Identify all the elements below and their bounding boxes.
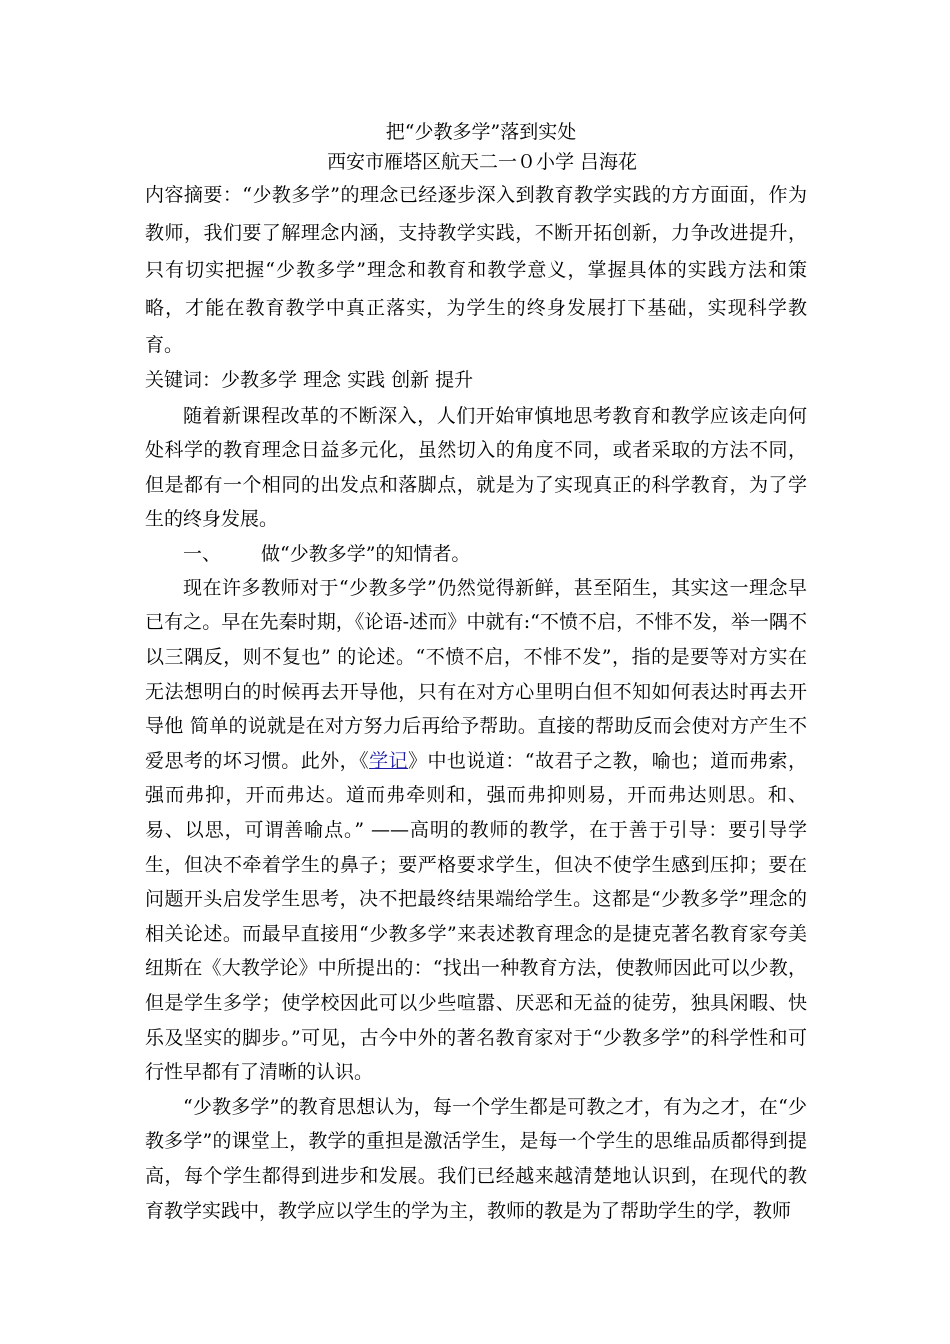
document-author: 西安市雁塔区航天二一０小学 吕海花 (326, 151, 638, 173)
body-paragraph-2: “少教多学”的教育思想认为，每一个学生都是可教之才，有为之才，在“少教多学”的课堂上，教学的重担是激活学生，是每一个学生的思维品质都得到提高，每个学生都得到进步和发展。我们已经越来越清楚地认识到，在现代的教育教学实践中，教学应以学生的学为主，教师的教是为了帮助学生的学，教师 (145, 1095, 807, 1222)
section-number: 一、 (183, 542, 222, 565)
document-title: 把“少教多学”落到实处 (385, 121, 577, 143)
intro-paragraph: 随着新课程改革的不断深入，人们开始审慎地思考教育和教学应该走向何处科学的教育理念日益多元化，虽然切入的角度不同，或者采取的方法不同，但是都有一个相同的出发点和落脚点，就是为了实现真正的科学教育，为了学生的终身发展。 (145, 404, 807, 531)
xueji-link[interactable]: 学记 (369, 749, 408, 772)
paragraph-text: 》中也说道：“故君子之教，喻也；道而弗索，强而弗抑，开而弗达。道而弗牵则和，强而弗抑则易，开而弗达则思。和、易、以思，可谓善喻点。” ——高明的教师的教学，在于善于引导：要引导学生，但决不牵着学生的鼻子；要严格要求学生，但决不使学生感到压抑；要在问题开头启发学生思考，决不把最终结果端给学生。这都是“少教多学”理念的相关论述。而最早直接用“少教多学”来表述教育理念的是捷克著名教育家夸美纽斯在《大教学论》中所提出的：“找出一种教育方法，使教师因此可以少教，但是学生多学；使学校因此可以少些喧嚣、厌恶和无益的徒劳，独具闲暇、快乐及坚实的脚步。”可见，古今中外的著名教育家对于“少教多学”的科学性和可行性早都有了清晰的认识。 (145, 749, 807, 1084)
document-page (145, 117, 807, 1228)
paragraph-text: 现在许多教师对于“少教多学”仍然觉得新鲜，甚至陌生，其实这一理念早已有之。早在先秦时期，《论语-述而》中就有:“不愤不启，不悱不发，举一隅不以三隅反，则不复也” 的论述。“不愤不启，不悱不发”，指的是要等对方实在无法想明白的时候再去开导他，只有在对方心里明白但不知如何表达时再去开导他 简单的说就是在对方努力后再给予帮助。直接的帮助反而会使对方产生不爱思考的坏习惯。此外，《 (145, 576, 807, 772)
keywords: 关键词：少教多学 理念 实践 创新 提升 (145, 368, 474, 391)
section-heading-1 (145, 537, 807, 571)
section-title: 做“少教多学”的知情者。 (261, 542, 471, 565)
body-paragraph-1 (145, 571, 807, 1090)
abstract: 内容摘要：“少教多学”的理念已经逐步深入到教育教学实践的方方面面，作为教师，我们要了解理念内涵，支持教学实践，不断开拓创新，力争改进提升，只有切实把握“少教多学”理念和教育和教学意义，掌握具体的实践方法和策略，才能在教育教学中真正落实，为学生的终身发展打下基础，实现科学教育。 (145, 184, 807, 356)
